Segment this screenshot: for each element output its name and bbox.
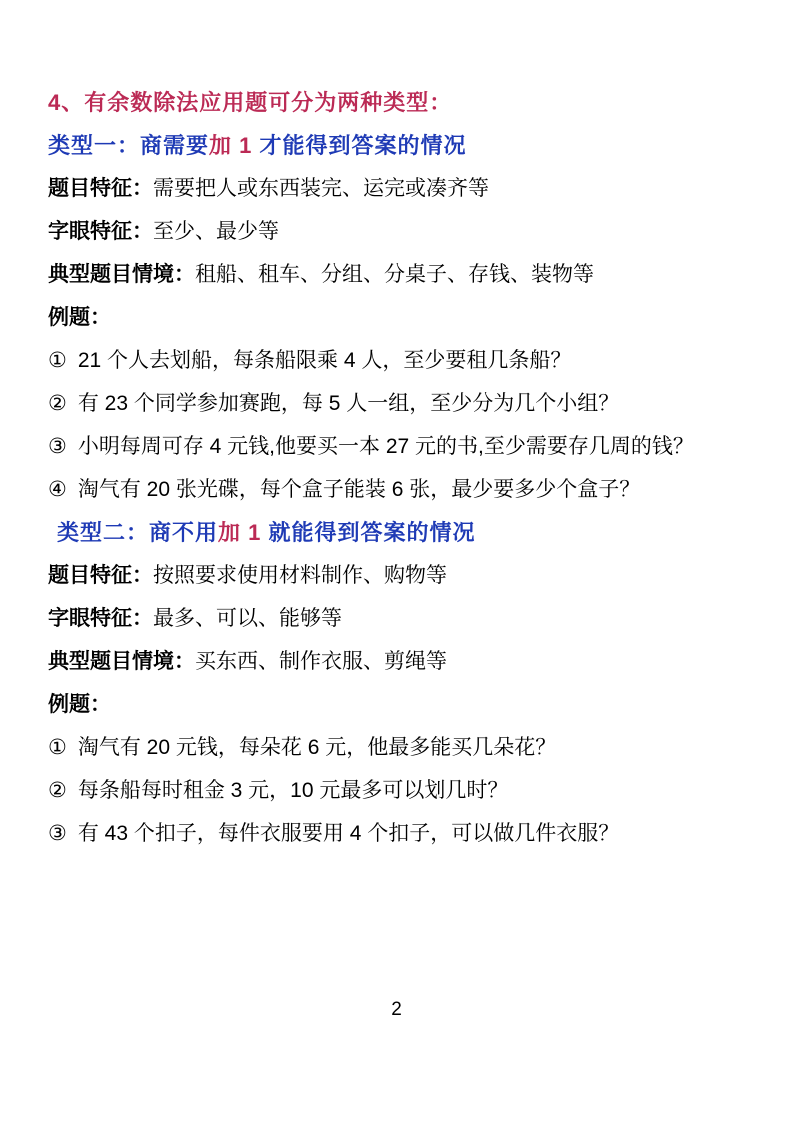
- feature-text: 按照要求使用材料制作、购物等: [153, 564, 447, 587]
- type-1-heading-post: 才能得到答案的情况: [252, 133, 467, 158]
- feature-label: 题目特征：: [48, 564, 153, 587]
- type-2-feature-keywords: [48, 597, 753, 640]
- page-title: 4、有余数除法应用题可分为两种类型：: [48, 90, 453, 115]
- type-1-feature-topic: [48, 167, 753, 210]
- type-1-example-1: [48, 339, 753, 382]
- example-text: 每条船每时租金 3 元，10 元最多可以划几时？: [77, 779, 509, 802]
- type-1-heading-pre: 类型一：商需要: [48, 133, 210, 158]
- feature-label: 典型题目情境：: [48, 263, 195, 286]
- feature-text: 买东西、制作衣服、剪绳等: [195, 650, 447, 673]
- type-2-heading-pre: 类型二：商不用: [57, 520, 219, 545]
- circled-number-3: ③: [48, 822, 67, 845]
- example-text: 有 23 个同学参加赛跑，每 5 人一组，至少分为几个小组？: [77, 392, 620, 415]
- type-1-heading-highlight: 加 1: [209, 133, 253, 158]
- type-2-heading: [48, 511, 753, 554]
- circled-number-3: ③: [48, 435, 67, 458]
- circled-number-2: ②: [48, 779, 67, 802]
- feature-text: 最多、可以、能够等: [153, 607, 342, 630]
- circled-number-2: ②: [48, 392, 67, 415]
- type-2-heading-post: 就能得到答案的情况: [261, 520, 476, 545]
- feature-text: 租船、租车、分组、分桌子、存钱、装物等: [195, 263, 594, 286]
- feature-text: 至少、最少等: [153, 220, 279, 243]
- example-text: 小明每周可存 4 元钱,他要买一本 27 元的书,至少需要存几周的钱？: [77, 435, 694, 458]
- example-text: 有 43 个扣子，每件衣服要用 4 个扣子，可以做几件衣服？: [77, 822, 620, 845]
- circled-number-1: ①: [48, 736, 67, 759]
- feature-label: 字眼特征：: [48, 220, 153, 243]
- example-text: 淘气有 20 张光碟，每个盒子能装 6 张，最少要多少个盒子？: [77, 478, 641, 501]
- circled-number-4: ④: [48, 478, 67, 501]
- type-2-feature-topic: [48, 554, 753, 597]
- type-1-feature-scenarios: [48, 253, 753, 296]
- type-1-feature-keywords: [48, 210, 753, 253]
- section-type-2: [48, 511, 753, 855]
- page-number: 2: [391, 999, 402, 1020]
- circled-number-1: ①: [48, 349, 67, 372]
- feature-label: 典型题目情境：: [48, 650, 195, 673]
- feature-label: 题目特征：: [48, 177, 153, 200]
- example-text: 21 个人去划船，每条船限乘 4 人，至少要租几条船？: [77, 349, 572, 372]
- type-2-heading-highlight: 加 1: [218, 520, 262, 545]
- feature-text: 需要把人或东西装完、运完或凑齐等: [153, 177, 489, 200]
- type-2-feature-scenarios: [48, 640, 753, 683]
- section-type-1: [48, 124, 753, 511]
- type-1-example-2: [48, 382, 753, 425]
- type-2-example-1: [48, 726, 753, 769]
- type-2-example-2: [48, 769, 753, 812]
- type-1-heading: [48, 124, 753, 167]
- feature-label: 字眼特征：: [48, 607, 153, 630]
- example-text: 淘气有 20 元钱，每朵花 6 元，他最多能买几朵花？: [77, 736, 557, 759]
- type-2-example-3: [48, 812, 753, 855]
- type-1-example-3: [48, 425, 753, 468]
- type-1-example-4: [48, 468, 753, 511]
- type-1-examples-label: 例题：: [48, 306, 111, 329]
- type-2-examples-label: 例题：: [48, 693, 111, 716]
